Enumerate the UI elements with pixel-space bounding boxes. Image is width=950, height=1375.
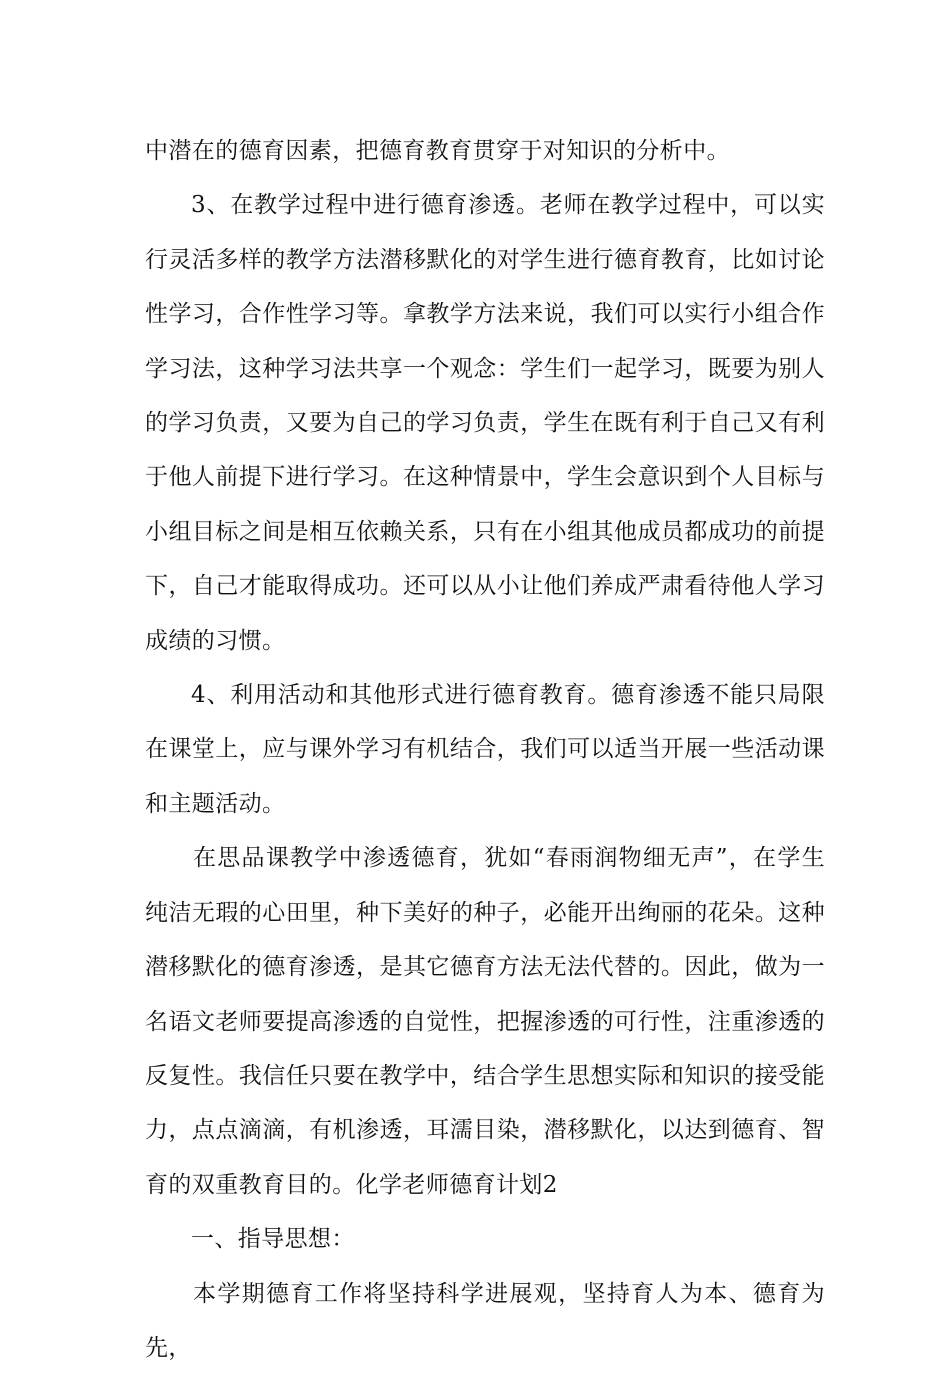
paragraph-continuation: 中潜在的德育因素，把德育教育贯穿于对知识的分析中。 (145, 138, 730, 164)
section-heading-guiding-thought: 一、指导思想： (191, 1226, 355, 1253)
paragraph-item-4: 4、利用活动和其他形式进行德育教育。德育渗透不能只局限在课堂上，应与课外学习有机结合，我们可以适当开展一些活动课和主题活动。 (145, 682, 825, 817)
paragraph-item-3: 3、在教学过程中进行德育渗透。老师在教学过程中，可以实行灵活多样的教学方法潜移默化的对学生进行德育教育，比如讨论性学习，合作性学习等。拿教学方法来说，我们可以实行小组合作学习法，这种学习法共享一个观念：学生们一起学习，既要为别人的学习负责，又要为自己的学习负责，学生在既有利于自己又有利于他人前提下进行学习。在这种情景中，学生会意识到个人目标与小组目标之间是相互依赖关系，只有在小组其他成员都成功的前提下，自己才能取得成功。还可以从小让他们养成严肃看待他人学习成绩的习惯。 (145, 192, 825, 654)
paragraph-conclusion: 在思品课教学中渗透德育，犹如“春雨润物细无声”，在学生纯洁无瑕的心田里，种下美好的种子，必能开出绚丽的花朵。这种潜移默化的德育渗透，是其它德育方法无法代替的。因此，做为一名语文老师要提高渗透的自觉性，把握渗透的可行性，注重渗透的反复性。我信任只要在教学中，结合学生思想实际和知识的接受能力，点点滴滴，有机渗透，耳濡目染，潜移默化，以达到德育、智育的双重教育目的。化学老师德育计划2 (145, 845, 825, 1198)
document-body (145, 124, 825, 1375)
paragraph-guiding-thought: 本学期德育工作将坚持科学进展观，坚持育人为本、德育为先， (145, 1280, 825, 1361)
